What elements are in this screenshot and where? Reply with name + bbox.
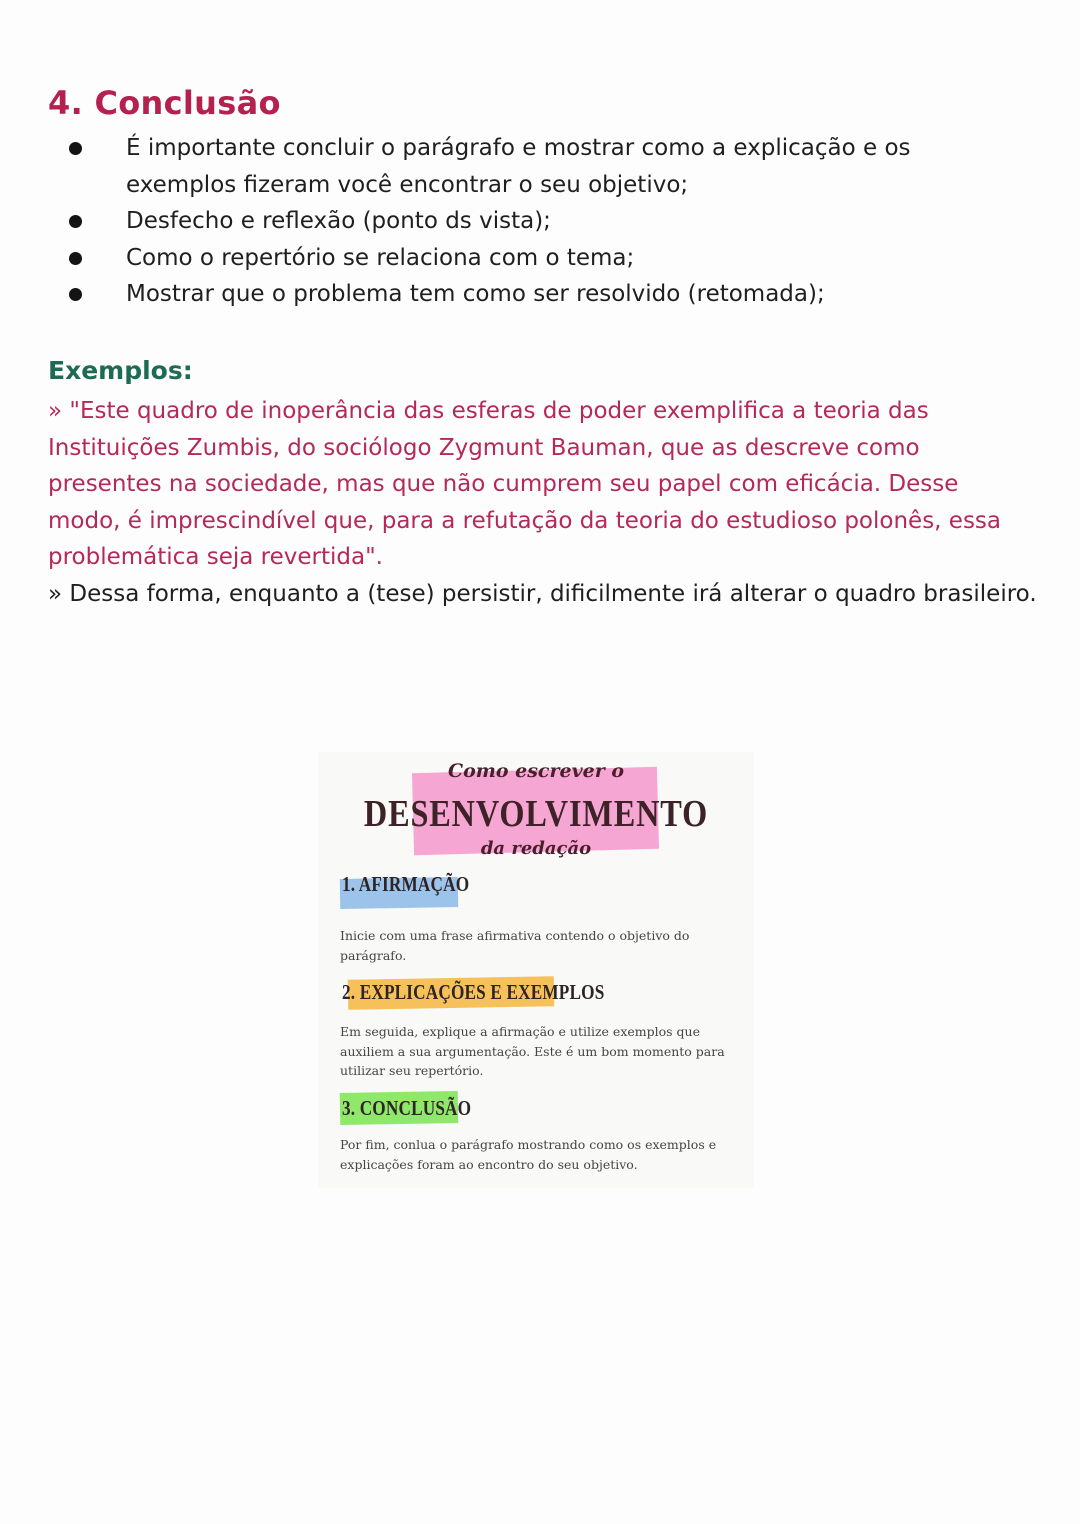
section-label-afirmacao [342,872,497,897]
bullet-text: É importante concluir o parágrafo e mostrar como a explicação e os exemplos fizeram você encontrar o seu objetivo; [126,135,911,198]
bullet-text: Como o repertório se relaciona com o tema; [126,244,635,271]
bullet-item [66,276,1026,313]
section-label-conclusao [342,1096,500,1121]
infographic-subtitle-bottom: da redação [480,838,592,859]
bullet-dot-icon [69,215,82,228]
example-note: » Dessa forma, enquanto a (tese) persistir, dificilmente irá alterar o quadro brasileiro. [48,580,1037,607]
bullet-item [66,130,1026,203]
infographic-title: DESENVOLVIMENTO [363,793,709,835]
example-quote: » "Este quadro de inoperância das esferas de poder exemplifica a teoria das Instituições Zumbis, do sociólogo Zygmunt Bauman, que as descreve como presentes na sociedade, mas que não cumprem seu papel com eficácia. Desse modo, é imprescindível que, para a refutação da teoria do estudioso polonês, essa problemática seja revertida". [48,398,1002,570]
infographic-subtitle-top: Como escrever o [447,760,625,782]
section-text-conclusao: Por fim, conlua o parágrafo mostrando como os exemplos e explicações foram ao encontro do seu objetivo. [340,1137,717,1172]
bullet-text: Desfecho e reflexão (ponto ds vista); [126,208,551,234]
examples-heading: Exemplos: [48,356,193,385]
infographic-image [318,752,754,1188]
label-text: 1. AFIRMAÇÃO [342,872,470,896]
label-text: 3. CONCLUSÃO [342,1096,472,1120]
bullet-dot-icon [69,142,82,155]
bullet-item [66,203,1026,240]
section-text-explicacoes: Em seguida, explique a afirmação e utilize exemplos que auxiliem a sua argumentação. Este é um bom momento para utilizar seu repertório. [340,1024,725,1078]
bullet-text: Mostrar que o problema tem como ser resolvido (retomada); [126,281,825,307]
section-label-explicacoes [342,980,662,1005]
conclusion-bullet-list [66,130,1026,313]
bullet-dot-icon [69,252,82,265]
label-text: 2. EXPLICAÇÕES E EXEMPLOS [342,980,605,1004]
bullet-item [66,240,1026,277]
section-heading: 4. Conclusão [48,84,281,122]
section-text-afirmacao: Inicie com uma frase afirmativa contendo o objetivo do parágrafo. [340,928,690,963]
bullet-dot-icon [69,288,82,301]
examples-block [48,393,1038,612]
